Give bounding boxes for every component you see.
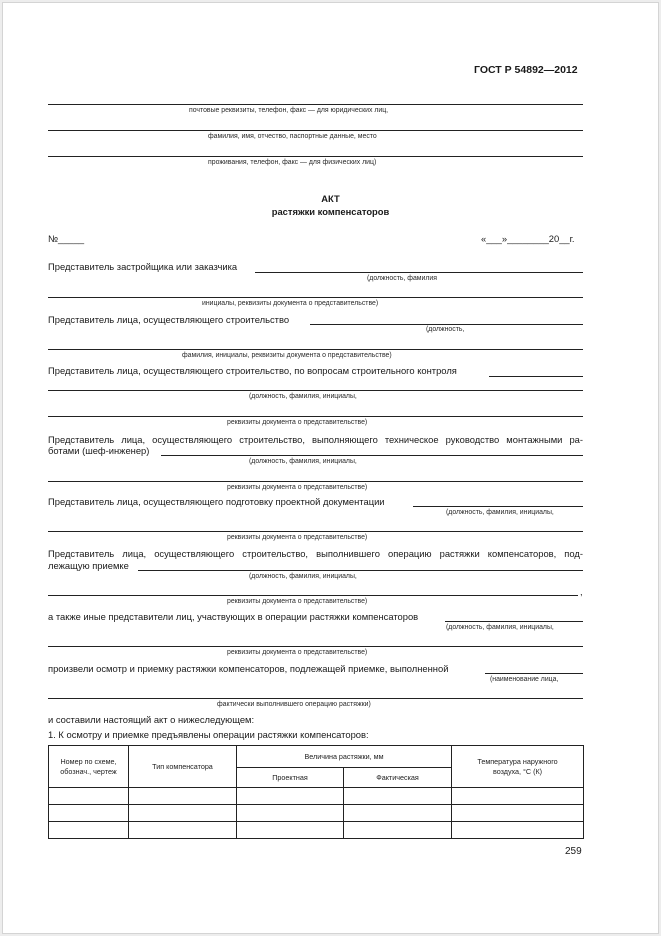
control-input-line-3[interactable] [48,416,583,417]
address-line-1[interactable] [48,104,583,105]
compensator-table [48,745,584,839]
page-number: 259 [565,846,582,857]
table-cell[interactable] [452,788,584,805]
developer-input-line-2[interactable] [48,297,583,298]
builder-input-line-2[interactable] [48,349,583,350]
chief-engineer-caption-1: (должность, фамилия, инициалы, [249,458,357,465]
control-input-line[interactable] [489,376,583,377]
standard-code: ГОСТ Р 54892—2012 [474,64,578,76]
table-cell[interactable] [237,788,344,805]
builder-caption-1: (должность, [426,326,465,333]
others-caption-2: реквизиты документа о представительстве) [227,649,368,656]
chief-engineer-label-line-2: ботами (шеф-инженер) [48,445,152,456]
inspection-caption-1: (наименование лица, [490,676,559,683]
table-cell[interactable] [129,822,237,839]
table-cell[interactable] [344,822,452,839]
act-subtitle: растяжки компенсаторов [271,206,390,217]
developer-caption-2: инициалы, реквизиты документа о представительстве) [202,300,379,307]
operation-caption-1: (должность, фамилия, инициалы, [249,573,357,580]
others-label: а также иные представители лиц, участвующих в операции растяжки компенсаторов [48,611,421,622]
table-cell[interactable] [129,788,237,805]
table-cell[interactable] [49,822,129,839]
table-cell[interactable] [344,805,452,822]
chief-engineer-label-line-1: Представитель лица, осуществляющего строительство, выполняющего техническое руководство монтажными ра- [48,434,583,445]
address-line-3[interactable] [48,156,583,157]
table-row [49,822,584,839]
developer-input-line[interactable] [255,272,583,273]
table-cell[interactable] [452,822,584,839]
table-row [49,805,584,822]
chief-engineer-input-line-2[interactable] [48,481,583,482]
header-compensator-type: Тип компенсатора [129,746,237,788]
address-caption-2: фамилия, имя, отчество, паспортные данные, место [208,133,377,140]
design-input-line-2[interactable] [48,531,583,532]
header-scheme-number: Номер по схеме, обознач., чертеж [49,746,129,788]
chief-engineer-input-line[interactable] [161,455,583,456]
control-label: Представитель лица, осуществляющего строительство, по вопросам строительного контроля [48,365,460,376]
table-cell[interactable] [344,788,452,805]
operation-label-line-1: Представитель лица, осуществляющего строительство, выполнившего операцию растяжки компенсаторов, под- [48,548,583,559]
developer-label: Представитель застройщика или заказчика [48,261,240,272]
header-stretch-value: Величина растяжки, мм [237,746,452,768]
design-input-line[interactable] [413,506,583,507]
act-date-field[interactable]: «___»________20__г. [481,233,575,244]
operation-caption-2: реквизиты документа о представительстве) [227,598,368,605]
inspection-input-line[interactable] [485,673,583,674]
builder-caption-2: фамилия, инициалы, реквизиты документа о представительстве) [182,352,392,359]
chief-engineer-caption-2: реквизиты документа о представительстве) [227,484,368,491]
control-caption-1: (должность, фамилия, инициалы, [249,393,357,400]
table-cell[interactable] [237,805,344,822]
table-cell[interactable] [237,822,344,839]
table-cell[interactable] [49,805,129,822]
document-page [2,2,659,934]
design-caption-1: (должность, фамилия, инициалы, [446,509,554,516]
inspection-caption-2: фактически выполнившего операцию растяжки) [217,701,371,708]
act-title: АКТ [321,193,340,204]
design-label: Представитель лица, осуществляющего подготовку проектной документации [48,496,388,507]
operation-label-line-2: лежащую приемке [48,560,132,571]
builder-input-line[interactable] [310,324,583,325]
table-cell[interactable] [452,805,584,822]
header-outdoor-temperature: Температура наружного воздуха, °С (К) [452,746,584,788]
others-input-line[interactable] [445,621,583,622]
others-input-line-2[interactable] [48,646,583,647]
header-actual-value: Фактическая [344,768,452,788]
act-number-field[interactable]: №_____ [48,233,85,244]
operation-trailing-comma: , [580,586,583,597]
design-caption-2: реквизиты документа о представительстве) [227,534,368,541]
address-caption-1: почтовые реквизиты, телефон, факс — для юридических лиц, [189,107,389,114]
table-cell[interactable] [129,805,237,822]
address-caption-3: проживания, телефон, факс — для физических лиц) [208,159,377,166]
developer-caption-1: (должность, фамилия [367,275,437,282]
header-design-value: Проектная [237,768,344,788]
builder-label: Представитель лица, осуществляющего строительство [48,314,292,325]
others-caption-1: (должность, фамилия, инициалы, [446,624,554,631]
item-1-text: 1. К осмотру и приемке предъявлены операции растяжки компенсаторов: [48,729,369,740]
table-row [49,788,584,805]
operation-input-line[interactable] [138,570,583,571]
table-cell[interactable] [49,788,129,805]
inspection-label: произвели осмотр и приемку растяжки компенсаторов, подлежащей приемке, выполненной [48,663,451,674]
operation-input-line-2[interactable] [48,595,578,596]
control-caption-2: реквизиты документа о представительстве) [227,419,368,426]
inspection-input-line-2[interactable] [48,698,583,699]
closing-text: и составили настоящий акт о нижеследующем: [48,714,255,725]
control-input-line-2[interactable] [48,390,583,391]
address-line-2[interactable] [48,130,583,131]
